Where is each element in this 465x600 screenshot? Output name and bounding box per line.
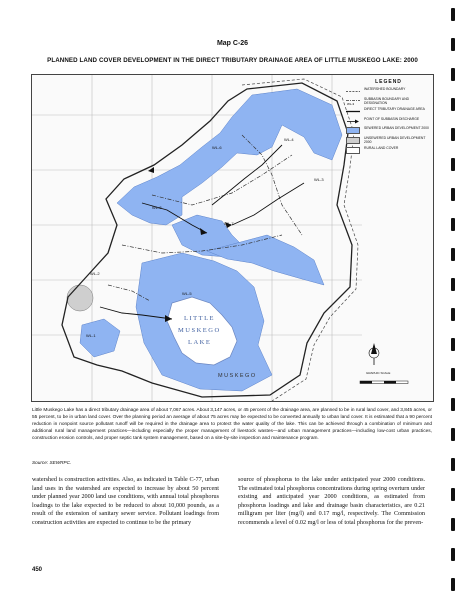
source-note: Source: SEWRPC. bbox=[32, 460, 72, 465]
drainage-area-swatch bbox=[346, 108, 360, 115]
legend-label: WATERSHED BOUNDARY bbox=[364, 87, 406, 91]
graphic-scale-label: GRAPHIC SCALE bbox=[366, 371, 391, 375]
edge-mark bbox=[451, 128, 455, 141]
unsewered-urban-swatch bbox=[346, 137, 360, 144]
sewered-area-north bbox=[117, 89, 342, 225]
legend-item bbox=[346, 88, 431, 95]
subbasin-label-wl-7: WL-7 bbox=[224, 221, 234, 226]
legend-item bbox=[346, 137, 431, 145]
subbasin-boundary-swatch bbox=[346, 98, 360, 105]
subbasin-label-wl-1: WL-1 bbox=[86, 333, 96, 338]
edge-mark bbox=[451, 458, 455, 471]
legend-label: SEWERED URBAN DEVELOPMENT 2000 bbox=[364, 126, 429, 131]
edge-mark bbox=[451, 548, 455, 561]
edge-mark bbox=[451, 158, 455, 171]
legend-label: DIRECT TRIBUTARY DRAINAGE AREA bbox=[364, 107, 425, 111]
edge-mark bbox=[451, 98, 455, 111]
edge-mark bbox=[451, 428, 455, 441]
edge-mark bbox=[451, 338, 455, 351]
edge-index-marks bbox=[451, 0, 461, 600]
watershed-boundary-swatch bbox=[346, 88, 360, 95]
north-arrow bbox=[369, 343, 379, 365]
legend-label: POINT OF SUBBASIN DISCHARGE bbox=[364, 116, 420, 121]
lake-label-line3: LAKE bbox=[188, 339, 212, 346]
page-number: 450 bbox=[32, 567, 43, 573]
edge-mark bbox=[451, 518, 455, 531]
edge-mark bbox=[451, 8, 455, 21]
edge-mark bbox=[451, 488, 455, 501]
subbasin-label-wl-2: WL-2 bbox=[90, 271, 100, 276]
legend-item bbox=[346, 108, 431, 115]
edge-mark bbox=[451, 368, 455, 381]
legend-item bbox=[346, 118, 431, 125]
subbasin-label-wl-3: WL-3 bbox=[314, 177, 324, 182]
legend-label: UNSEWERED URBAN DEVELOPMENT 2000 bbox=[364, 135, 426, 144]
edge-mark bbox=[451, 308, 455, 321]
map-title: PLANNED LAND COVER DEVELOPMENT IN THE DIRECT TRIBUTARY DRAINAGE AREA OF LITTLE MUSKEGO LAKE: 2000 bbox=[47, 57, 418, 64]
edge-mark bbox=[451, 578, 455, 591]
edge-mark bbox=[451, 218, 455, 231]
subbasin-label-wl-4: WL-4 bbox=[284, 137, 294, 142]
rural-land-swatch bbox=[346, 147, 360, 154]
map-figure bbox=[31, 74, 434, 402]
svg-text:WL-3: WL-3 bbox=[347, 101, 355, 105]
legend-label: SUBBASIN BOUNDARY AND DESIGNATION bbox=[364, 96, 410, 105]
legend-item bbox=[346, 147, 431, 154]
legend bbox=[346, 79, 431, 157]
body-column-right: source of phosphorus to the lake under anticipated year 2000 conditions. The estimated total phosphorus concentrations during spring overturn under existing and anticipated year 2000 conditions, as estimated from phosphorus loadings and lake and drainage basin characteristics, are 0.21 milligram per liter (mg/l) and 0.17 mg/l, respectively. The Commission recommends a level of 0.02 mg/l or less of total phosphorus for the preven- bbox=[238, 477, 425, 526]
sewered-area-west bbox=[80, 319, 120, 357]
lake-label-line1: LITTLE bbox=[184, 315, 216, 322]
legend-item bbox=[346, 98, 431, 106]
legend-item bbox=[346, 127, 431, 134]
body-column-left: watershed is construction activities. Also, as indicated in Table C-77, urban land uses in the watershed are expected to increase by about 50 percent under planned year 2000 land use conditions, with annual total phosphorus loadings to the lake expected to be reduced to about 10,000 pounds, as a result of the extension of sanitary sewer service. Pollutant loadings from construction activities are expected to continue to be the primary bbox=[32, 477, 219, 526]
discharge-arrow-icon bbox=[346, 118, 360, 125]
edge-mark bbox=[451, 68, 455, 81]
unsewered-area bbox=[67, 285, 93, 311]
edge-mark bbox=[451, 398, 455, 411]
place-label-muskego: MUSKEGO bbox=[218, 373, 257, 379]
edge-mark bbox=[451, 38, 455, 51]
edge-mark bbox=[451, 248, 455, 261]
map-id: Map C-26 bbox=[216, 40, 249, 47]
lake-label-line2: MUSKEGO bbox=[178, 327, 221, 334]
sewered-urban-swatch bbox=[346, 127, 360, 134]
edge-mark bbox=[451, 278, 455, 291]
map-caption: Little Muskego Lake has a direct tributary drainage area of about 7,067 acres. About 3,147 acres, or 45 percent of the drainage area, are planned to be in rural land cover, and 3,845 acres, or 55 percent, to be in urban land cover. Over the planning period an average of about 75 acres may be expected to be converted annually to urban land cover. It is estimated that a 90 percent reduction in nonpoint source pollutant runoff will be required in the drainage area to protect the water quality of the lake. This can be achieved through a combination of minimum and additional rural land management practices—including especially the proper management of livestock wastes—and urban management practices—including low-cost urban practices, construction erosion controls, and proper septic tank system management, based on a site-by-site inspection and maintenance program. bbox=[32, 408, 432, 442]
scale-bar bbox=[360, 381, 408, 384]
subbasin-label-wl-8: WL-8 bbox=[152, 205, 162, 210]
edge-mark bbox=[451, 188, 455, 201]
subbasin-label-wl-6: WL-6 bbox=[212, 145, 222, 150]
subbasin-label-wl-5: WL-5 bbox=[182, 291, 192, 296]
legend-label: RURAL LAND COVER bbox=[364, 146, 399, 151]
legend-title: LEGEND bbox=[375, 79, 402, 85]
